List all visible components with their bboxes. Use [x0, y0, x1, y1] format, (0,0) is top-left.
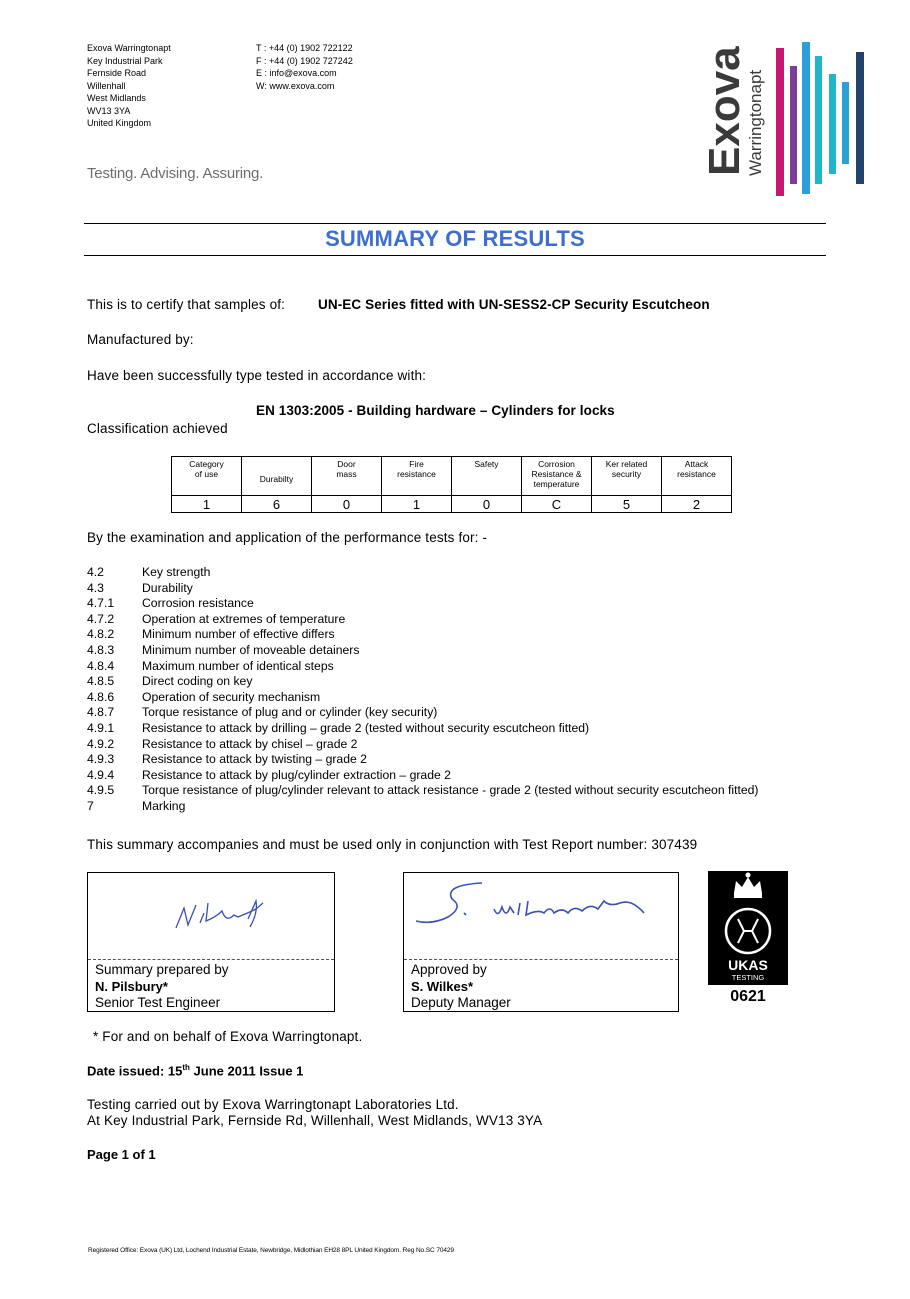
signature-line [88, 959, 334, 960]
test-description: Durability [142, 580, 193, 595]
list-item [87, 643, 758, 659]
standard-text: EN 1303:2005 - Building hardware – Cylinders for locks [256, 403, 615, 418]
date-prefix: Date issued: 15 [87, 1063, 183, 1079]
test-description: Key strength [142, 565, 211, 579]
list-item [87, 565, 758, 581]
address-line: Exova Warringtonapt [87, 43, 171, 53]
logo-bar [856, 52, 864, 184]
classification-header-row [172, 457, 732, 496]
classification-value: 5 [592, 496, 662, 513]
ukas-number: 0621 [730, 988, 766, 1005]
page-title: SUMMARY OF RESULTS [325, 226, 585, 251]
signature-npilsbury [88, 873, 334, 959]
registered-office-footer: Registered Office: Exova (UK) Ltd, Lochend Industrial Estate, Newbridge, Midlothian EH28 8PL United Kingdom. Reg No.SC 70429 [88, 1247, 454, 1254]
signature-swilkes [404, 873, 678, 959]
test-description: Maximum number of identical steps [142, 658, 334, 673]
test-number: 4.9.2 [87, 736, 115, 751]
date-suffix-ordinal: th [182, 1063, 190, 1072]
tests-list [87, 565, 758, 815]
address-line: Willenhall [87, 80, 126, 91]
test-number: 4.8.2 [87, 627, 115, 642]
test-number: 4.8.5 [87, 674, 115, 689]
classification-header: Corrosion Resistance & temperature [522, 457, 592, 496]
list-item [87, 752, 758, 768]
logo-bar [790, 66, 797, 184]
list-item [87, 768, 758, 784]
lab-line-2: At Key Industrial Park, Fernside Rd, Willenhall, West Midlands, WV13 3YA [87, 1113, 543, 1128]
page-number: Page 1 of 1 [87, 1147, 156, 1162]
address-line: United Kingdom [87, 118, 152, 128]
address-line: West Midlands [87, 93, 146, 103]
test-description: Resistance to attack by plug/cylinder extraction – grade 2 [142, 767, 451, 782]
test-description: Minimum number of effective differs [142, 627, 335, 642]
test-description: Resistance to attack by chisel – grade 2 [142, 736, 358, 751]
list-item [87, 674, 758, 690]
report-reference: This summary accompanies and must be used only in conjunction with Test Report number: 307439 [87, 837, 698, 852]
test-description: Marking [142, 798, 186, 813]
classification-header: Category of use [172, 457, 242, 496]
lab-line-1: Testing carried out by Exova Warringtonapt Laboratories Ltd. [87, 1097, 459, 1112]
certify-value: UN-EC Series fitted with UN-SESS2-CP Security Escutcheon [318, 297, 710, 312]
test-number: 4.8.3 [87, 642, 115, 657]
logo-bar [802, 42, 810, 194]
test-description: Torque resistance of plug and or cylinder (key security) [142, 705, 438, 720]
test-number: 4.8.4 [87, 658, 115, 673]
test-description: Torque resistance of plug/cylinder relevant to attack resistance - grade 2 (tested without security escutcheon fitted) [142, 783, 759, 798]
list-item [87, 612, 758, 628]
list-item [87, 705, 758, 721]
classification-value: 0 [452, 496, 522, 513]
classification-value: C [522, 496, 592, 513]
logo-bar [815, 56, 822, 184]
classification-value: 1 [382, 496, 452, 513]
signature-role: Approved by [411, 962, 487, 977]
ukas-label: UKAS [728, 957, 768, 973]
list-item [87, 721, 758, 737]
test-number: 7 [87, 798, 94, 813]
test-description: Minimum number of moveable detainers [142, 642, 360, 657]
signature-name: N. Pilsbury* [95, 979, 168, 994]
logo-brand-text: Exova [700, 46, 749, 176]
list-item [87, 799, 758, 815]
logo-bar [842, 82, 849, 164]
classification-value: 0 [312, 496, 382, 513]
classification-header: Durabilty [242, 457, 312, 496]
title-rule-bottom [84, 255, 826, 256]
classification-header: Ker related security [592, 457, 662, 496]
ukas-testing-mark [708, 871, 790, 1005]
classification-header: Door mass [312, 457, 382, 496]
signature-title: Deputy Manager [411, 995, 511, 1010]
classification-table [171, 456, 732, 513]
classification-header: Attack resistance [662, 457, 732, 496]
contact-fax: F : +44 (0) 1902 727242 [256, 55, 353, 66]
classification-header: Fire resistance [382, 457, 452, 496]
contact-phone: T : +44 (0) 1902 722122 [256, 43, 353, 53]
classification-value-row [172, 496, 732, 513]
classification-value: 6 [242, 496, 312, 513]
test-description: Operation at extremes of temperature [142, 611, 346, 626]
list-item [87, 596, 758, 612]
certify-label: This is to certify that samples of: [87, 297, 286, 312]
exova-logo [700, 38, 872, 198]
test-number: 4.8.6 [87, 689, 115, 704]
list-item [87, 581, 758, 597]
behalf-note: * For and on behalf of Exova Warringtonapt. [93, 1029, 363, 1044]
title-rule-top [84, 223, 826, 224]
address-block [87, 42, 171, 130]
logo-bar [829, 74, 836, 174]
address-line: Key Industrial Park [87, 55, 163, 66]
classification-value: 2 [662, 496, 732, 513]
signature-box-prepared [87, 872, 335, 1012]
test-description: Resistance to attack by drilling – grade 2 (tested without security escutcheon fitted) [142, 720, 590, 735]
ukas-sub: TESTING [731, 973, 765, 982]
test-number: 4.7.2 [87, 611, 115, 626]
date-suffix: June 2011 Issue 1 [189, 1063, 304, 1079]
address-line: Fernside Road [87, 68, 147, 78]
contact-email: E : info@exova.com [256, 68, 337, 78]
date-issued [87, 1063, 303, 1078]
signature-line [404, 959, 678, 960]
test-number: 4.9.1 [87, 720, 115, 735]
signature-name: S. Wilkes* [411, 979, 474, 994]
contact-block [256, 42, 353, 92]
classification-label: Classification achieved [87, 421, 228, 436]
manufactured-label: Manufactured by: [87, 332, 194, 347]
list-item [87, 690, 758, 706]
contact-web: W: www.exova.com [256, 80, 335, 91]
address-line: WV13 3YA [87, 105, 131, 116]
list-item [87, 783, 758, 799]
classification-header: Safety [452, 457, 522, 496]
signature-title: Senior Test Engineer [95, 995, 221, 1010]
classification-value: 1 [172, 496, 242, 513]
test-number: 4.9.4 [87, 767, 115, 782]
test-number: 4.8.7 [87, 705, 115, 720]
test-number: 4.9.3 [87, 752, 115, 767]
list-item [87, 627, 758, 643]
list-item [87, 659, 758, 675]
test-number: 4.7.1 [87, 596, 115, 611]
test-description: Resistance to attack by twisting – grade 2 [142, 752, 367, 767]
test-description: Direct coding on key [142, 674, 253, 689]
test-description: Corrosion resistance [142, 596, 254, 611]
test-number: 4.2 [87, 565, 104, 579]
list-item [87, 737, 758, 753]
test-number: 4.9.5 [87, 783, 115, 798]
tested-label: Have been successfully type tested in accordance with: [87, 368, 427, 383]
test-description: Operation of security mechanism [142, 689, 321, 704]
tagline: Testing. Advising. Assuring. [87, 165, 264, 182]
signature-box-approved [403, 872, 679, 1012]
exam-label: By the examination and application of the performance tests for: - [87, 530, 488, 545]
test-number: 4.3 [87, 580, 104, 595]
logo-bar [776, 48, 784, 196]
signature-role: Summary prepared by [95, 962, 229, 977]
logo-sub-text: Warringtonapt [746, 69, 765, 176]
